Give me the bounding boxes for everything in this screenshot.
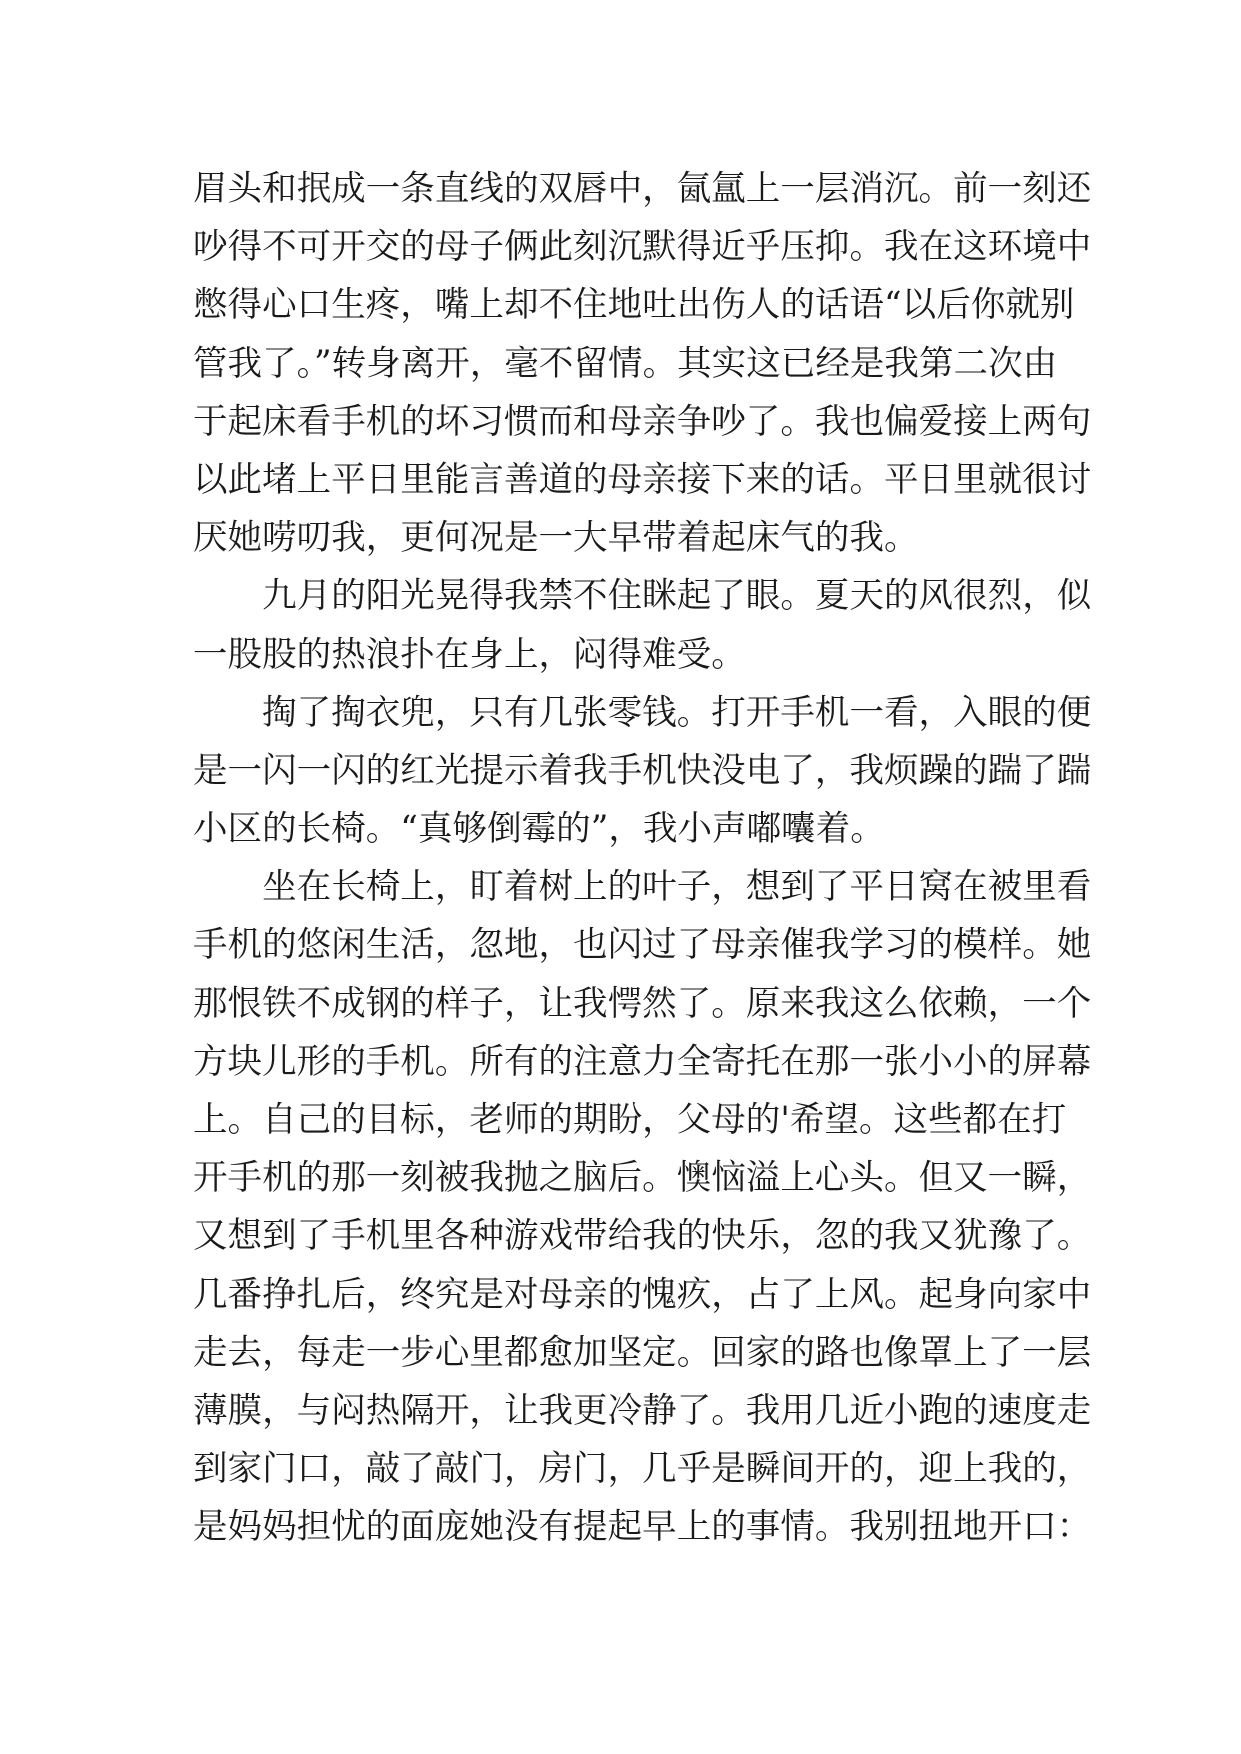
text-line: 是一闪一闪的红光提示着我手机快没电了，我烦躁的踹了踹 <box>193 750 1092 791</box>
text-line: 那恨铁不成钢的样子，让我愕然了。原来我这么依赖，一个 <box>193 983 1092 1024</box>
text-line: 于起床看手机的坏习惯而和母亲争吵了。我也偏爱接上两句 <box>193 401 1092 442</box>
text-line: 一股股的热浪扑在身上，闷得难受。 <box>193 634 746 675</box>
text-line: 管我了。”转身离开，毫不留情。其实这已经是我第二次由 <box>193 343 1058 384</box>
text-line: 手机的悠闲生活，忽地，也闪过了母亲催我学习的模样。她 <box>193 925 1092 966</box>
text-line: 小区的长椅。“真够倒霉的”，我小声嘟囔着。 <box>193 809 885 850</box>
text-line: 憋得心口生疼，嘴上却不住地吐出伤人的话语“以后你就别 <box>193 285 1075 326</box>
text-line: 薄膜，与闷热隔开，让我更冷静了。我用几近小跑的速度走 <box>193 1390 1092 1431</box>
text-line: 以此堵上平日里能言善道的母亲接下来的话。平日里就很讨 <box>193 459 1092 500</box>
text-line: 九月的阳光晃得我禁不住眯起了眼。夏天的风很烈，似 <box>193 576 1092 617</box>
text-line: 坐在长椅上，盯着树上的叶子，想到了平日窝在被里看 <box>193 867 1092 908</box>
body-text <box>193 160 1092 1557</box>
text-line: 几番挣扎后，终究是对母亲的愧疚，占了上风。起身向家中 <box>193 1274 1092 1315</box>
text-line: 方块儿形的手机。所有的注意力全寄托在那一张小小的屏幕 <box>193 1041 1092 1082</box>
text-line: 到家门口，敲了敲门，房门，几乎是瞬间开的，迎上我的， <box>193 1449 1092 1490</box>
text-line: 是妈妈担忧的面庞她没有提起早上的事情。我别扭地开口： <box>193 1507 1092 1548</box>
text-line: 开手机的那一刻被我抛之脑后。懊恼溢上心头。但又一瞬， <box>193 1158 1092 1199</box>
text-line: 上。自己的目标，老师的期盼，父母的'希望。这些都在打 <box>193 1100 1067 1140</box>
text-line: 走去，每走一步心里都愈加坚定。回家的路也像罩上了一层 <box>193 1332 1092 1373</box>
text-line: 掏了掏衣兜，只有几张零钱。打开手机一看，入眼的便 <box>193 692 1092 733</box>
text-line: 又想到了手机里各种游戏带给我的快乐，忽的我又犹豫了。 <box>193 1216 1092 1257</box>
text-line: 厌她唠叨我，更何况是一大早带着起床气的我。 <box>193 518 919 559</box>
text-line: 吵得不可开交的母子俩此刻沉默得近乎压抑。我在这环境中 <box>193 227 1092 268</box>
text-line: 眉头和抿成一条直线的双唇中，氤氲上一层消沉。前一刻还 <box>193 169 1092 209</box>
